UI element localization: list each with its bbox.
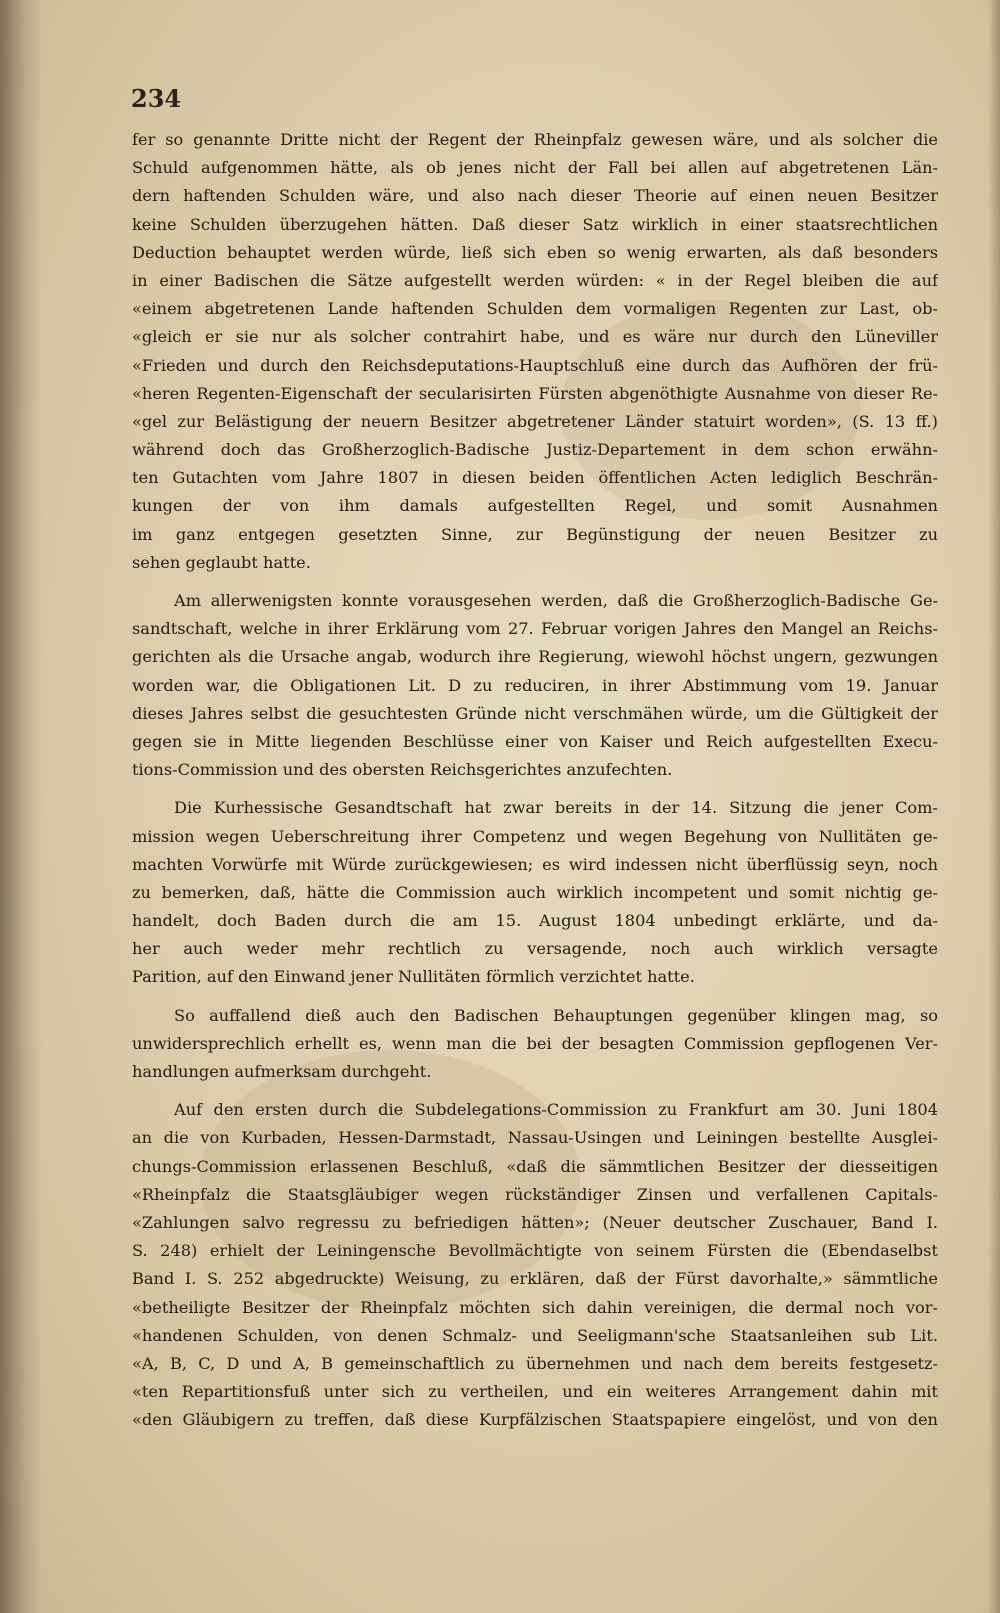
paragraph xyxy=(132,587,938,784)
text-line: Band I. S. 252 abgedruckte) Weisung, zu erklären, daß der Fürst davorhalte,» sämmtliche xyxy=(132,1269,938,1289)
text-line: gerichten als die Ursache angab, wodurch ihre Regierung, wiewohl höchst ungern, gezwungen xyxy=(132,647,938,667)
paragraph xyxy=(132,1096,938,1434)
text-line: «gel zur Belästigung der neuern Besitzer abgetretener Länder statuirt worden», (S. 13 ff.) xyxy=(132,411,938,431)
text-line: während doch das Großherzoglich-Badische Justiz-Departement in dem schon erwähn- xyxy=(132,440,938,460)
text-line: kungen der von ihm damals aufgestellten Regel, und somit Ausnahmen xyxy=(132,496,938,516)
text-line: gegen sie in Mitte liegenden Beschlüsse einer von Kaiser und Reich aufgestellten Execu- xyxy=(132,731,938,751)
text-line: tions-Commission und des obersten Reichsgerichtes anzufechten. xyxy=(132,760,673,780)
text-line: an die von Kurbaden, Hessen-Darmstadt, Nassau-Usingen und Leiningen bestellte Ausglei- xyxy=(132,1128,938,1148)
page-edge-shadow xyxy=(988,0,1000,1613)
gutter-shadow xyxy=(0,0,42,1613)
paragraph xyxy=(132,126,938,577)
text-line: Deduction behauptet werden würde, ließ sich eben so wenig erwarten, als daß besonders xyxy=(132,242,938,262)
text-line: keine Schulden überzugehen hätten. Daß dieser Satz wirklich in einer staatsrechtlichen xyxy=(132,214,938,234)
text-line: sehen geglaubt hatte. xyxy=(132,552,311,572)
text-line: Die Kurhessische Gesandtschaft hat zwar bereits in der 14. Sitzung die jener Com- xyxy=(174,798,938,818)
text-line: fer so genannte Dritte nicht der Regent der Rheinpfalz gewesen wäre, und als solcher die xyxy=(132,130,938,149)
text-line: «Rheinpfalz die Staatsgläubiger wegen rückständiger Zinsen und verfallenen Capitals- xyxy=(132,1184,938,1204)
page-number: 234 xyxy=(131,84,182,113)
text-line: Parition, auf den Einwand jener Nullitäten förmlich verzichtet hatte. xyxy=(132,967,695,987)
text-line: unwidersprechlich erhellt es, wenn man die bei der besagten Commission gepflogenen Ver- xyxy=(132,1033,938,1053)
text-line: im ganz entgegen gesetzten Sinne, zur Begünstigung der neuen Besitzer zu xyxy=(132,524,938,544)
paragraph-gap xyxy=(132,1086,938,1096)
text-line: S. 248) erhielt der Leiningensche Bevollmächtigte von seinem Fürsten die (Ebendaselbst xyxy=(132,1241,938,1261)
body-text xyxy=(132,126,938,1434)
text-line: dern haftenden Schulden wäre, und also nach dieser Theorie auf einen neuen Besitzer xyxy=(132,186,938,206)
text-line: «A, B, C, D und A, B gemeinschaftlich zu übernehmen und nach dem bereits festgesetz- xyxy=(132,1353,938,1373)
text-line: «Frieden und durch den Reichsdeputations-Hauptschluß eine durch das Aufhören der frü- xyxy=(132,355,938,375)
text-line: «gleich er sie nur als solcher contrahirt habe, und es wäre nur durch den Lüneviller xyxy=(132,327,938,347)
paragraph-gap xyxy=(132,784,938,794)
text-line: chungs-Commission erlassenen Beschluß, «daß die sämmtlichen Besitzer der diesseitigen xyxy=(132,1156,938,1176)
text-line: zu bemerken, daß, hätte die Commission auch wirklich incompetent und somit nichtig ge- xyxy=(132,882,938,902)
text-line: «Zahlungen salvo regressu zu befriedigen hätten»; (Neuer deutscher Zuschauer, Band I. xyxy=(132,1212,938,1232)
text-line: «betheiligte Besitzer der Rheinpfalz möchten sich dahin vereinigen, die dermal noch vor- xyxy=(132,1297,938,1317)
text-line: Am allerwenigsten konnte vorausgesehen werden, daß die Großherzoglich-Badische Ge- xyxy=(174,591,938,610)
text-line: «handenen Schulden, von denen Schmalz- und Seeligmann'sche Staatsanleihen sub Lit. xyxy=(132,1325,938,1345)
text-line: her auch weder mehr rechtlich zu versagende, noch auch wirklich versagte xyxy=(132,939,938,959)
text-line: «den Gläubigern zu treffen, daß diese Kurpfälzischen Staatspapiere eingelöst, und von den xyxy=(132,1410,938,1430)
text-line: mission wegen Ueberschreitung ihrer Competenz und wegen Begehung von Nullitäten ge- xyxy=(132,826,938,846)
text-line: Auf den ersten durch die Subdelegations-Commission zu Frankfurt am 30. Juni 1804 xyxy=(174,1100,938,1120)
text-line: «heren Regenten-Eigenschaft der secularisirten Fürsten abgenöthigte Ausnahme von dieser Re- xyxy=(132,383,938,403)
paragraph xyxy=(132,794,938,991)
text-line: «ten Repartitionsfuß unter sich zu vertheilen, und ein weiteres Arrangement dahin mit xyxy=(132,1382,938,1402)
text-line: «einem abgetretenen Lande haftenden Schulden dem vormaligen Regenten zur Last, ob- xyxy=(132,299,938,319)
text-line: So auffallend dieß auch den Badischen Behauptungen gegenüber klingen mag, so xyxy=(174,1005,938,1025)
text-line: machten Vorwürfe mit Würde zurückgewiesen; es wird indessen nicht überflüssig seyn, noch xyxy=(132,854,938,874)
paragraph-gap xyxy=(132,992,938,1002)
text-line: dieses Jahres selbst die gesuchtesten Gründe nicht verschmähen würde, um die Gültigkeit der xyxy=(132,703,938,723)
paragraph-gap xyxy=(132,577,938,587)
text-line: ten Gutachten vom Jahre 1807 in diesen beiden öffentlichen Acten lediglich Beschrän- xyxy=(132,468,938,488)
text-line: handlungen aufmerksam durchgeht. xyxy=(132,1062,432,1081)
text-line: worden war, die Obligationen Lit. D zu reduciren, in ihrer Abstimmung vom 19. Januar xyxy=(132,675,938,695)
text-line: handelt, doch Baden durch die am 15. August 1804 unbedingt erklärte, und da- xyxy=(132,911,938,931)
text-line: sandtschaft, welche in ihrer Erklärung vom 27. Februar vorigen Jahres den Mangel an Reichs- xyxy=(132,619,938,639)
text-line: Schuld aufgenommen hätte, als ob jenes nicht der Fall bei allen auf abgetretenen Län- xyxy=(132,158,938,178)
paragraph xyxy=(132,1002,938,1087)
text-line: in einer Badischen die Sätze aufgestellt werden würden: « in der Regel bleiben die auf xyxy=(132,270,938,290)
